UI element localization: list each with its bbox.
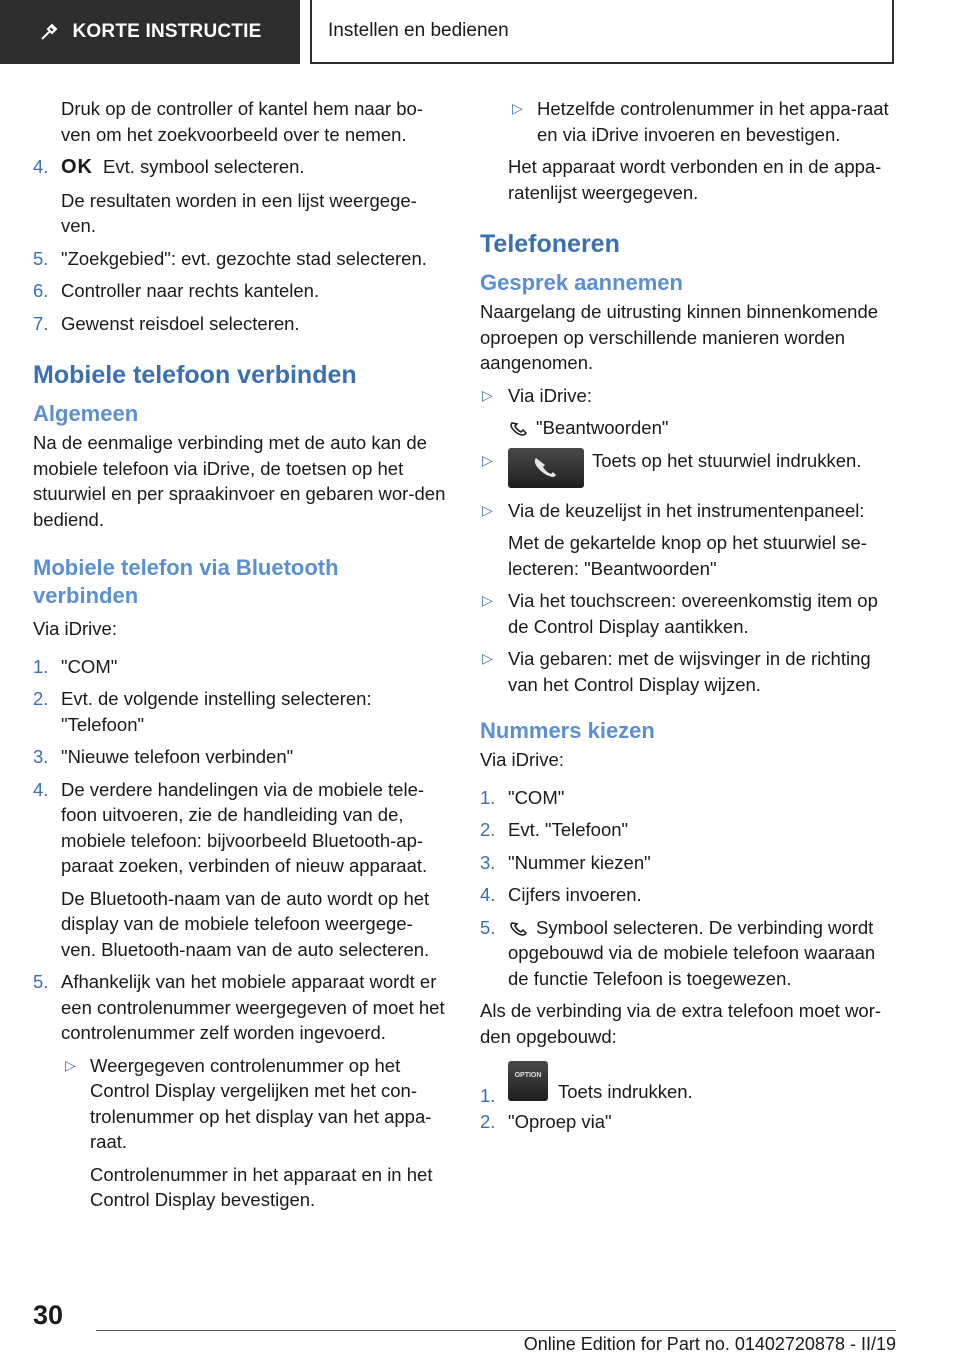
bullet-item bbox=[480, 383, 895, 409]
heading-dial-numbers: Nummers kiezen bbox=[480, 718, 655, 743]
step-number: 2. bbox=[480, 819, 496, 840]
tab-section[interactable] bbox=[310, 0, 894, 64]
tab-label: KORTE INSTRUCTIE bbox=[72, 21, 262, 42]
bullet-triangle-icon: ▷ bbox=[482, 650, 493, 666]
bullet-subtext: Controlenummer in het apparaat en in het Control Display bevestigen. bbox=[90, 1163, 433, 1211]
list-item bbox=[480, 850, 895, 876]
list-item bbox=[480, 817, 895, 843]
step-number: 4. bbox=[480, 884, 496, 905]
step-number: 1. bbox=[33, 655, 49, 677]
step-text: "Oproep via" bbox=[508, 1111, 612, 1132]
step-text: Evt. symbool selecteren. bbox=[103, 156, 305, 177]
page-header bbox=[0, 0, 960, 66]
step-number: 3. bbox=[33, 746, 49, 768]
step-number: 5. bbox=[33, 971, 49, 993]
step-text: Gewenst reisdoel selecteren. bbox=[61, 312, 300, 334]
step-number: 4. bbox=[33, 156, 49, 177]
steering-wheel-phone-button bbox=[508, 448, 584, 488]
step-text: "COM" bbox=[61, 655, 118, 677]
bullet-text: Via de keuzelijst in het instrumentenpaneel: bbox=[508, 499, 865, 521]
bullet-triangle-icon: ▷ bbox=[482, 451, 493, 468]
step-number: 2. bbox=[480, 1111, 496, 1132]
step-number: 1. bbox=[480, 786, 496, 808]
step-subtext: De Bluetooth-naam van de auto wordt op het display van de mobiele telefoon weergege-ven. Bluetooth-naam van de auto selecteren. bbox=[61, 887, 430, 960]
via-idrive: Via iDrive: bbox=[33, 618, 117, 640]
section-title: Instellen en bedienen bbox=[328, 20, 509, 41]
step-number: 1. bbox=[480, 1085, 496, 1106]
phone-icon bbox=[508, 920, 530, 938]
list-item bbox=[480, 1109, 895, 1135]
step-text: "COM" bbox=[508, 786, 565, 808]
connected-text: Het apparaat wordt verbonden en in de appa-ratenlijst weergegeven. bbox=[508, 156, 882, 203]
bullet-text: Via gebaren: met de wijsvinger in de richting van het Control Display wijzen. bbox=[508, 648, 871, 695]
bullet-subtext: Met de gekartelde knop op het stuurwiel se-lecteren: "Beantwoorden" bbox=[508, 532, 867, 579]
step-text: Afhankelijk van het mobiele apparaat wordt er een controlenummer weergegeven of moet het controlenummer zelf worden ingevoerd. bbox=[61, 971, 445, 1044]
bullet-item bbox=[480, 96, 895, 147]
bullet-item bbox=[480, 588, 895, 639]
bullet-item bbox=[480, 498, 895, 524]
quick-reference-icon bbox=[39, 22, 59, 42]
phone-icon bbox=[508, 420, 530, 438]
list-item bbox=[33, 686, 447, 737]
step-number: 5. bbox=[33, 247, 49, 269]
step-number: 7. bbox=[33, 312, 49, 334]
heading-telefoneren: Telefoneren bbox=[480, 230, 620, 258]
bullet-triangle-icon: ▷ bbox=[65, 1056, 76, 1073]
footer-divider bbox=[96, 1330, 896, 1331]
step-number: 5. bbox=[480, 916, 496, 938]
option-label: OPTION bbox=[514, 1072, 542, 1079]
step-number: 4. bbox=[33, 778, 49, 800]
step-number: 3. bbox=[480, 851, 496, 873]
list-item bbox=[480, 785, 895, 811]
step-text: Evt. "Telefoon" bbox=[508, 819, 629, 840]
list-item bbox=[33, 654, 447, 680]
list-item bbox=[33, 246, 447, 272]
heading-bluetooth: Mobiele telefon via Bluetooth verbinden bbox=[33, 555, 339, 609]
bullet-triangle-icon: ▷ bbox=[482, 386, 493, 403]
step-text: "Nummer kiezen" bbox=[508, 851, 651, 873]
bullet-text: Via iDrive: bbox=[508, 384, 592, 406]
page-number: 30 bbox=[33, 1300, 64, 1330]
step-text: De verdere handelingen via de mobiele tele-foon uitvoeren, zie de handleiding van de, mobiele telefoon: bijvoorbeeld Bluetooth-ap-paraat zoeken, verbinden of nieuw apparaat. bbox=[61, 778, 428, 877]
bullet-item bbox=[480, 646, 895, 697]
list-item bbox=[480, 1061, 895, 1106]
bullet-text: Hetzelfde controlenummer in het appa-raat en via iDrive invoeren en bevestigen. bbox=[537, 98, 889, 145]
list-item bbox=[33, 969, 447, 1046]
bullet-triangle-icon: ▷ bbox=[482, 592, 493, 608]
ok-icon: OK bbox=[61, 156, 93, 179]
heading-general: Algemeen bbox=[33, 401, 139, 427]
step-text: "Zoekgebied": evt. gezochte stad selecteren. bbox=[61, 247, 427, 269]
bullet-text: Weergegeven controlenummer op het Control Display vergelijken met het con-trolenummer op het display van het appa-raat. bbox=[90, 1054, 432, 1153]
general-text: Na de eenmalige verbinding met de auto kan de mobiele telefoon via iDrive, de toetsen op het stuurwiel en per spraakinvoer en gebaren wor-den bediend. bbox=[33, 432, 446, 530]
option-button-image bbox=[508, 1061, 548, 1101]
bullet-subtext bbox=[480, 415, 895, 441]
step-subtext: De resultaten worden in een lijst weergege-ven. bbox=[61, 189, 417, 237]
list-item bbox=[33, 311, 447, 337]
heading-answer-call: Gesprek aannemen bbox=[480, 270, 683, 295]
list-item bbox=[480, 882, 895, 908]
bullet-text: Via het touchscreen: overeenkomstig item op de Control Display aantikken. bbox=[508, 590, 878, 637]
step-text: Toets indrukken. bbox=[558, 1080, 693, 1102]
list-item bbox=[480, 915, 895, 992]
answer-text: Naargelang de uitrusting kinnen binnenkomende oproepen op verschillende manieren worden aangenomen. bbox=[480, 301, 879, 373]
tab-korte-instructie[interactable] bbox=[0, 0, 300, 64]
step-text: Symbool selecteren. De verbinding wordt opgebouwd via de mobiele telefoon waaraan de functie Telefoon is toegewezen. bbox=[508, 916, 876, 989]
list-item bbox=[33, 744, 447, 770]
bullet-text: Toets op het stuurwiel indrukken. bbox=[592, 449, 862, 471]
intro-text: Druk op de controller of kantel hem naar bo-ven om het zoekvoorbeeld over te nemen. bbox=[61, 98, 423, 145]
step-text: Cijfers invoeren. bbox=[508, 884, 642, 905]
bullet-triangle-icon: ▷ bbox=[482, 501, 493, 518]
list-item bbox=[33, 777, 447, 879]
bullet-item bbox=[480, 448, 895, 488]
bullet-item bbox=[33, 1053, 447, 1155]
answer-label: "Beantwoorden" bbox=[536, 417, 669, 438]
heading-mobile-phone: Mobiele telefoon verbinden bbox=[33, 361, 357, 390]
edition-text: Online Edition for Part no. 01402720878 - II/19 bbox=[523, 1334, 896, 1354]
extra-phone-text: Als de verbinding via de extra telefoon moet wor-den opgebouwd: bbox=[480, 1000, 882, 1047]
left-column bbox=[33, 96, 447, 1220]
via-idrive: Via iDrive: bbox=[480, 749, 564, 770]
step-text: "Nieuwe telefoon verbinden" bbox=[61, 746, 294, 768]
step-text: Evt. de volgende instelling selecteren: "Telefoon" bbox=[61, 688, 372, 735]
step-number: 2. bbox=[33, 688, 49, 710]
step-number: 6. bbox=[33, 280, 49, 302]
step-text: Controller naar rechts kantelen. bbox=[61, 280, 320, 302]
bullet-triangle-icon: ▷ bbox=[512, 100, 523, 116]
right-column bbox=[480, 96, 895, 1142]
list-item bbox=[33, 154, 447, 181]
list-item bbox=[33, 278, 447, 304]
